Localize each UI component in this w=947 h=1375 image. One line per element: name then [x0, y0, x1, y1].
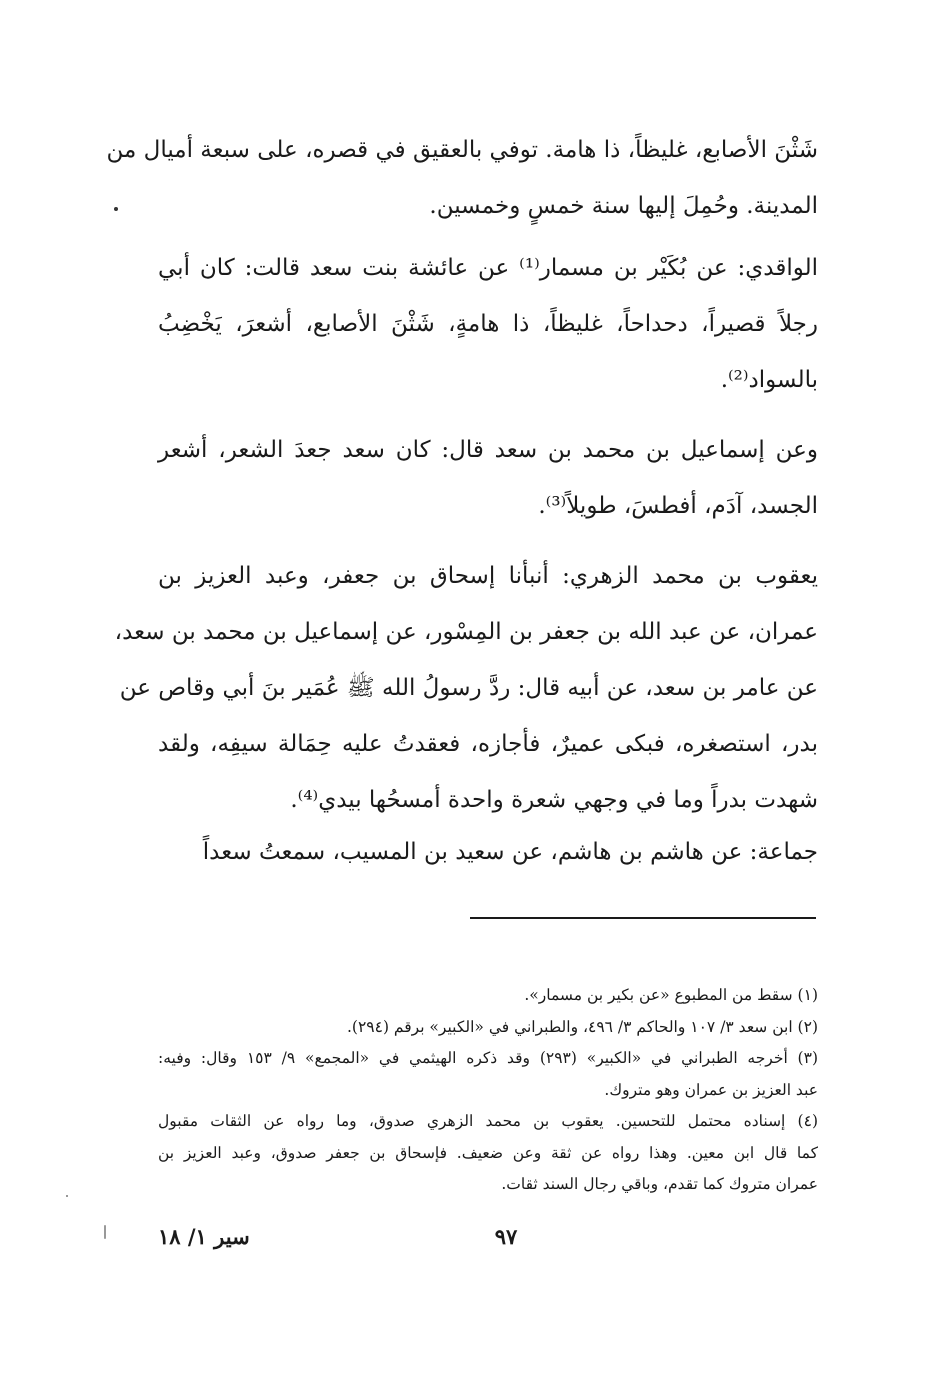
footnotes — [158, 980, 818, 1201]
paragraph-2 — [158, 240, 818, 408]
scan-speck — [104, 1225, 106, 1239]
text-line: بدر، استصغره، فبكى عميرٌ، فأجازه، فعقدتُ عليه حِمَالة سيفِه، ولقد — [158, 731, 818, 757]
text-line: جماعة: عن هاشم بن هاشم، عن سعيد بن المسيب، سمعتُ سعداً — [202, 839, 818, 865]
text-line: رجلاً قصيراً، دحداحاً، غليظاً، ذا هامةٍ، شَثْنَ الأصابع، أشعرَ، يَخْضِبُ — [158, 311, 818, 337]
text-line: المدينة. وحُمِلَ إليها سنة خمسٍ وخمسين. — [429, 193, 818, 219]
footnote-line: عمران متروك كما تقدم، وباقي رجال السند ثقات. — [501, 1175, 818, 1193]
text-line: الواقدي: عن بُكَيْر بن مسمار⁽¹⁾ عن عائشة بنت سعد قالت: كان أبي — [158, 255, 819, 281]
text-line: الجسد، آدَم، أفطسَ، طويلاً⁽³⁾. — [538, 493, 818, 519]
footnote-line: (٤) إسناده محتمل للتحسين. يعقوب بن محمد الزهري صدوق، وما رواه عن الثقات مقبول — [158, 1112, 818, 1130]
paragraph-5 — [158, 824, 818, 880]
text-line: شهدت بدراً وما في وجهي شعرة واحدة أمسحُها بيدي⁽⁴⁾. — [290, 787, 818, 813]
footnote-separator — [470, 917, 816, 919]
text-line: بالسواد⁽²⁾. — [720, 367, 818, 393]
page-number: ٩٧ — [494, 1224, 518, 1249]
paragraph-1 — [106, 122, 818, 234]
footnote-line: (٣) أخرجه الطبراني في «الكبير» (٢٩٣) وقد ذكره الهيثمي في «المجمع» ٩/ ١٥٣ وقال: وفيه: — [158, 1049, 818, 1067]
footnote-line: (١) سقط من المطبوع «عن بكير بن مسمار». — [524, 986, 818, 1004]
footnote-line: عبد العزيز بن عمران وهو متروك. — [604, 1080, 818, 1099]
text-line: عمران، عن عبد الله بن جعفر بن المِسْور، عن إسماعيل بن محمد بن سعد، — [114, 619, 818, 645]
text-line: عن عامر بن سعد، عن أبيه قال: ردَّ رسولُ الله ﷺ عُمَير بنَ أبي وقاص عن — [119, 675, 818, 701]
scan-speck — [114, 207, 118, 211]
signature-mark: سير ١/ ١٨ — [158, 1224, 250, 1249]
paragraph-3 — [158, 422, 818, 534]
text-line: يعقوب بن محمد الزهري: أنبأنا إسحاق بن جعفر، وعبد العزيز بن — [158, 563, 818, 589]
text-line: وعن إسماعيل بن محمد بن سعد قال: كان سعد جعدَ الشعر، أشعر — [158, 437, 818, 463]
footnote-line: (٢) ابن سعد ٣/ ١٠٧ والحاكم ٣/ ٤٩٦، والطبراني في «الكبير» برقم (٢٩٤). — [346, 1017, 818, 1036]
footnote-line: كما قال ابن معين. وهذا رواه عن ثقة وعن ضعيف. فإسحاق بن جعفر صدوق، وعبد العزيز بن — [158, 1143, 818, 1162]
paragraph-4 — [114, 548, 818, 828]
scan-speck — [66, 1195, 68, 1197]
text-line: شَثْنَ الأصابع، غليظاً، ذا هامة. توفي بالعقيق في قصره، على سبعة أميال من — [106, 137, 818, 163]
